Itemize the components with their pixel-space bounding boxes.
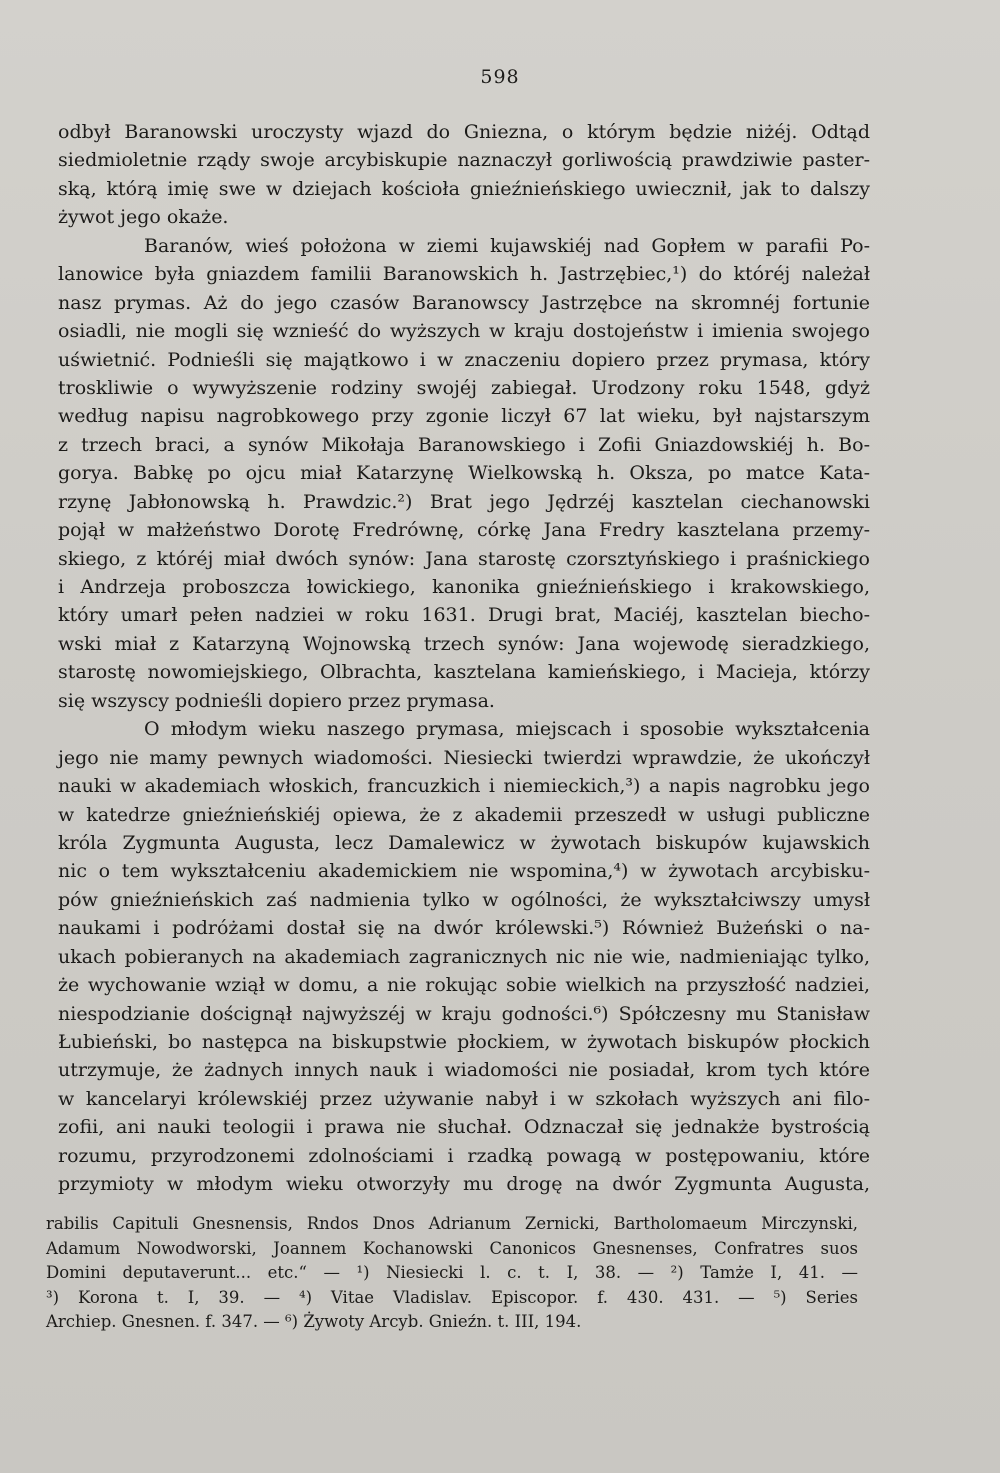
body-text [58,118,870,1199]
text-line: się wszyscy podnieśli dopiero przez prymasa. [58,689,495,712]
text-line: zofii, ani nauki teologii i prawa nie słuchał. Odznaczał się jednakże bystrością [58,1116,870,1139]
text-line: gorya. Babkę po ojcu miał Katarzynę Wielkowską h. Oksza, po matce Kata- [58,462,870,485]
text-line: Łubieński, bo następca na biskupstwie płockiem, w żywotach biskupów płockich [58,1031,870,1053]
text-line: przymioty w młodym wieku otworzyły mu drogę na dwór Zygmunta Augusta, [58,1173,870,1196]
text-line: Baranów, wieś położona w ziemi kujawskiéj nad Gopłem w parafii Po- [144,234,870,257]
text-line: króla Zygmunta Augusta, lecz Damalewicz w żywotach biskupów kujawskich [58,831,870,854]
text-line: ską, którą imię swe w dziejach kościoła gnieźnieńskiego uwiecznił, jak to dalszy [58,177,870,200]
text-line: nic o tem wykształceniu akademickiem nie wspomina,⁴) w żywotach arcybisku- [58,860,870,883]
text-line: odbył Baranowski uroczysty wjazd do Gniezna, o którym będzie niżéj. Odtąd [58,121,870,143]
footnote-line: ³) Korona t. I, 39. — ⁴) Vitae Vladislav. Episcopor. f. 430. 431. — ⁵) Series [46,1287,858,1307]
text-line: w katedrze gnieźnieńskiéj opiewa, że z akademii przeszedł w usługi publiczne [58,803,870,826]
text-line: osiadli, nie mogli się wznieść do wyższych w kraju dostojeństw i imienia swojego [58,320,870,343]
text-line: z trzech braci, a synów Mikołaja Baranowskiego i Zofii Gniazdowskiéj h. Bo- [58,433,870,456]
text-line: żywot jego okaże. [58,206,229,229]
page-number: 598 [480,66,520,88]
text-line: lanowice była gniazdem familii Baranowskich h. Jastrzębiec,¹) do któréj należał [58,263,870,286]
text-line: według napisu nagrobkowego przy zgonie liczył 67 lat wieku, był najstarszym [58,405,870,428]
text-line: naukami i podróżami dostał się na dwór królewski.⁵) Również Bużeński o na- [58,917,870,940]
text-line: rzynę Jabłonowską h. Prawdzic.²) Brat jego Jędrzéj kasztelan ciechanowski [58,490,870,513]
text-line: skiego, z któréj miał dwóch synów: Jana starostę czorsztyńskiego i praśnickiego [58,547,870,570]
text-line: ukach pobieranych na akademiach zagranicznych nic nie wie, nadmieniając tylko, [58,945,870,968]
footnote-line: rabilis Capituli Gnesnensis, Rndos Dnos Adrianum Zernicki, Bartholomaeum Mirczynski, [46,1214,858,1233]
text-line: jego nie mamy pewnych wiadomości. Niesiecki twierdzi wprawdzie, że ukończył [58,746,870,769]
text-line: utrzymuje, że żadnych innych nauk i wiadomości nie posiadał, krom tych które [58,1059,870,1082]
footnote-line: Adamum Nowodworski, Joannem Kochanowski Canonicos Gnesnenses, Confratres suos [46,1238,858,1258]
text-line: pojął w małżeństwo Dorotę Fredrównę, córkę Jana Fredry kasztelana przemy- [58,519,870,542]
text-line: że wychowanie wziął w domu, a nie rokując sobie wielkich na przyszłość nadziei, [58,974,870,997]
footnote-line: Archiep. Gnesnen. f. 347. — ⁶) Żywoty Arcyb. Gnieźn. t. III, 194. [46,1312,582,1331]
text-line: w kancelaryi królewskiéj przez używanie nabył i w szkołach wyższych ani filo- [58,1087,870,1110]
text-line: i Andrzeja proboszcza łowickiego, kanonika gnieźnieńskiego i krakowskiego, [58,576,870,598]
text-line: nasz prymas. Aż do jego czasów Baranowscy Jastrzębce na skromnéj fortunie [58,291,870,314]
footnote-line: Domini deputaverunt... etc.“ — ¹) Niesiecki l. c. t. I, 38. — ²) Tamże I, 41. — [46,1263,858,1282]
text-line: O młodym wieku naszego prymasa, miejscach i sposobie wykształcenia [144,718,870,741]
text-line: pów gnieźnieńskich zaś nadmienia tylko w ogólności, że wykształciwszy umysł [58,888,870,911]
text-line: który umarł pełen nadziei w roku 1631. Drugi brat, Maciéj, kasztelan biecho- [58,604,870,627]
text-line: uświetnić. Podnieśli się majątkowo i w znaczeniu dopiero przez prymasa, który [58,348,870,371]
footnotes [46,1212,858,1335]
text-line: wski miał z Katarzyną Wojnowską trzech synów: Jana wojewodę sieradzkiego, [58,632,870,655]
text-line: starostę nowomiejskiego, Olbrachta, kasztelana kamieńskiego, i Macieja, którzy [58,661,870,684]
text-line: niespodzianie doścignął najwyższéj w kraju godności.⁶) Spółczesny mu Stanisław [58,1002,870,1025]
text-line: nauki w akademiach włoskich, francuzkich i niemieckich,³) a napis nagrobku jego [58,775,870,798]
text-line: siedmioletnie rządy swoje arcybiskupie naznaczył gorliwością prawdziwie paster- [58,149,870,172]
text-line: rozumu, przyrodzonemi zdolnościami i rzadką powagą w postępowaniu, które [58,1144,870,1167]
text-line: troskliwie o wywyższenie rodziny swojéj zabiegał. Urodzony roku 1548, gdyż [58,376,870,399]
